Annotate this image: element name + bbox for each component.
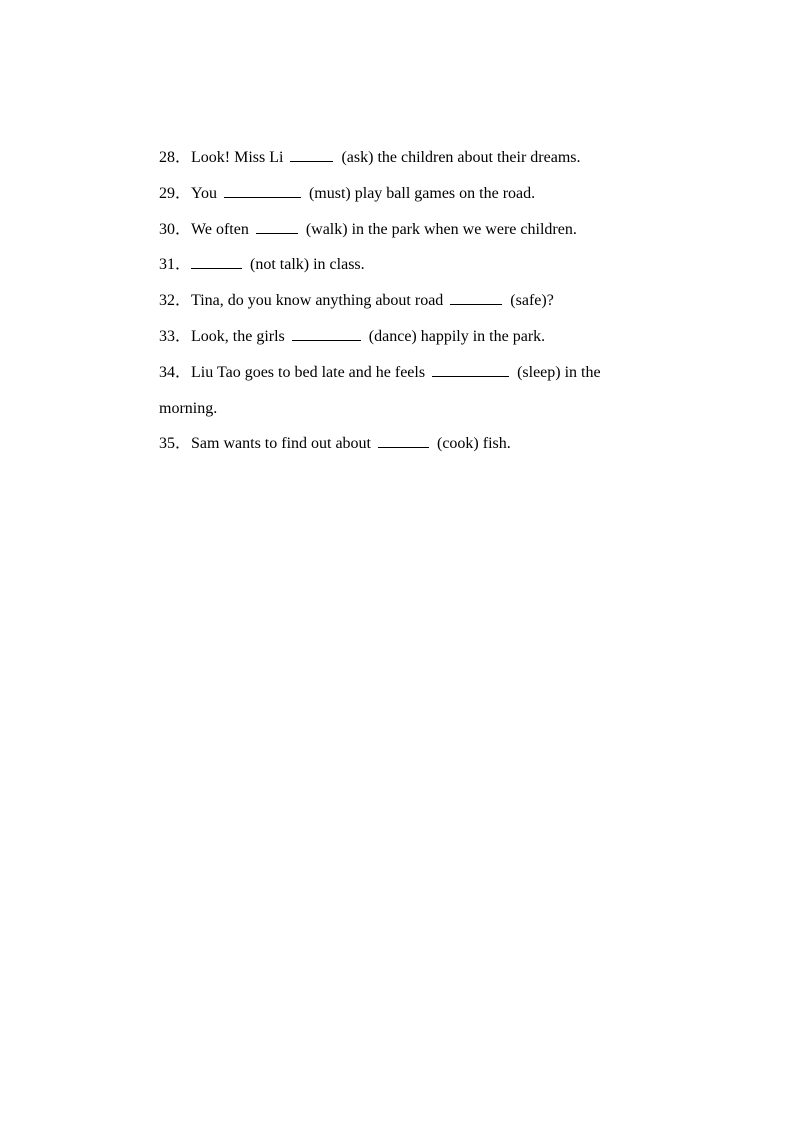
- question-text: Look! Miss Li: [191, 149, 284, 166]
- question-text: Liu Tao goes to bed late and he feels: [191, 363, 426, 381]
- question-number: 28．: [159, 149, 192, 166]
- question-number: 34．: [159, 363, 192, 381]
- answer-blank[interactable]: [290, 147, 333, 162]
- question-text: We often: [191, 220, 249, 238]
- question-hint: (safe)?: [510, 292, 554, 310]
- question-hint: (dance) happily in the park.: [368, 327, 546, 345]
- question-hint: (walk) in the park when we were children.: [305, 220, 577, 238]
- question-30: [159, 212, 659, 248]
- question-29: [159, 176, 659, 212]
- answer-blank[interactable]: [224, 183, 301, 198]
- worksheet: [159, 140, 659, 462]
- question-hint: (ask) the children about their dreams.: [341, 149, 581, 166]
- question-text: Look, the girls: [191, 327, 285, 345]
- question-number: 29．: [159, 184, 192, 202]
- answer-blank[interactable]: [191, 254, 242, 269]
- question-number: 35．: [159, 435, 192, 453]
- question-number: 33．: [159, 327, 192, 345]
- answer-blank[interactable]: [378, 433, 429, 448]
- question-hint: (cook) fish.: [437, 435, 511, 453]
- question-hint: (sleep) in the: [517, 363, 601, 381]
- question-text: Sam wants to find out about: [191, 435, 371, 453]
- question-31: [159, 247, 659, 283]
- answer-blank[interactable]: [256, 219, 298, 234]
- question-number: 31．: [159, 256, 192, 274]
- answer-blank[interactable]: [292, 326, 361, 341]
- question-28: [159, 140, 659, 176]
- answer-blank[interactable]: [432, 362, 509, 377]
- question-hint: (not talk) in class.: [250, 256, 365, 274]
- question-text: Tina, do you know anything about road: [191, 292, 444, 310]
- question-34-continuation: [159, 391, 659, 427]
- answer-blank[interactable]: [450, 290, 502, 305]
- question-hint: (must) play ball games on the road.: [308, 184, 536, 202]
- question-34: [159, 355, 659, 391]
- question-32: [159, 283, 659, 319]
- question-text: You: [191, 184, 217, 202]
- question-35: [159, 426, 659, 462]
- question-number: 30．: [159, 220, 192, 238]
- question-number: 32．: [159, 292, 192, 310]
- question-text-continuation: morning.: [159, 399, 218, 417]
- question-33: [159, 319, 659, 355]
